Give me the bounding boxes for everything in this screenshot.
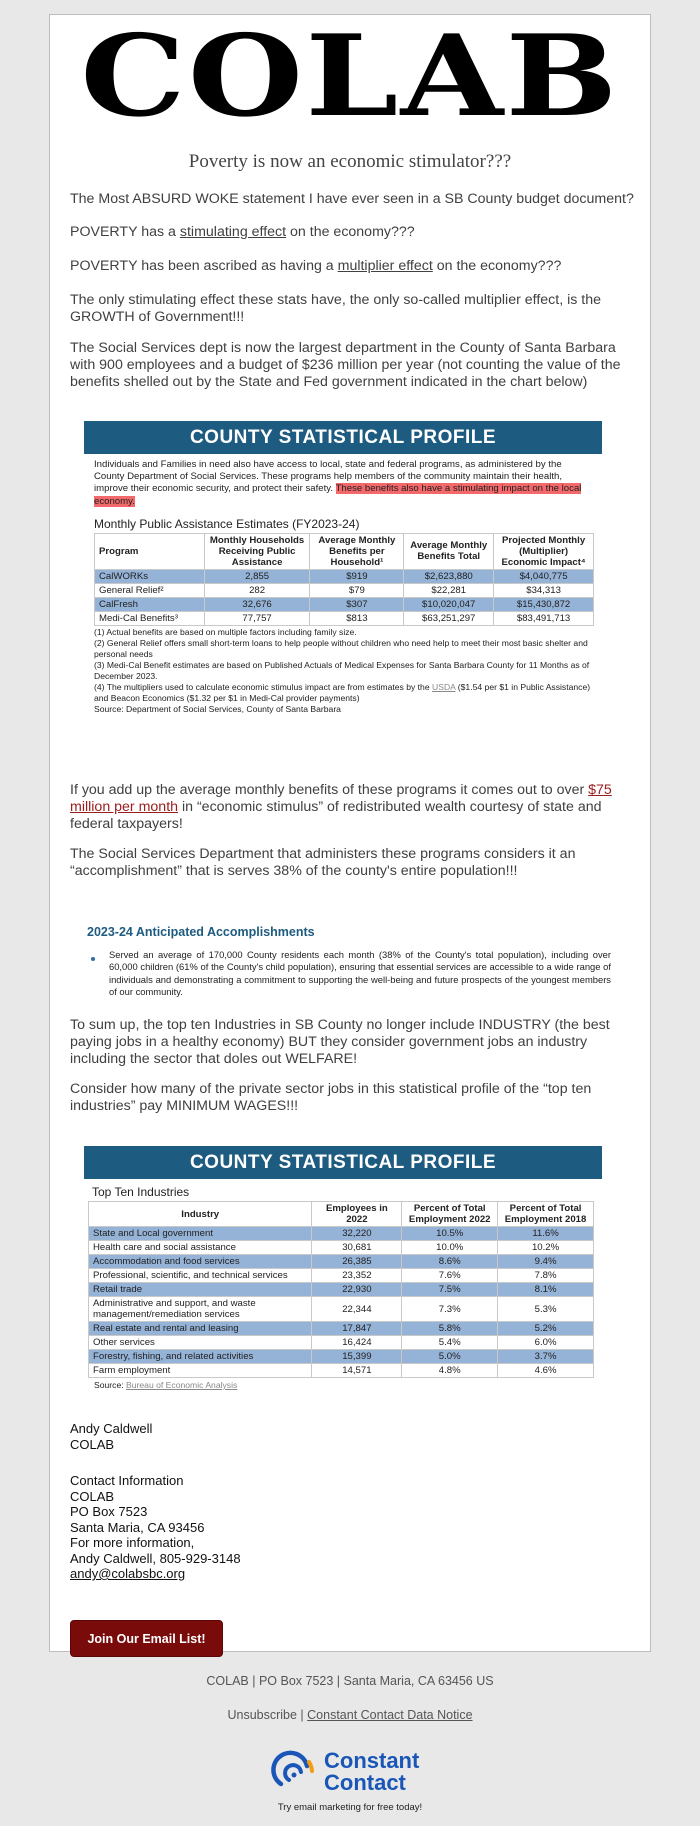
table-row <box>89 1336 594 1350</box>
cell: 5.2% <box>498 1322 594 1336</box>
cell: 3.7% <box>498 1350 594 1364</box>
industries-table-title: Top Ten Industries <box>92 1185 190 1199</box>
accomplishments-title: 2023-24 Anticipated Accomplishments <box>87 925 315 939</box>
industries-table <box>88 1201 594 1378</box>
constant-contact-wordmark[interactable] <box>324 1750 419 1794</box>
footnote: (3) Medi-Cal Benefit estimates are based on Published Actuals of Medical Expenses for Santa Barbara County for 11 Months as of December 2023. <box>94 659 590 681</box>
cell: CalWORKs <box>95 569 205 583</box>
col-header: Monthly Households Receiving Public Assistance <box>204 533 310 569</box>
bullet-icon <box>91 957 95 961</box>
bea-link[interactable]: Bureau of Economic Analysis <box>126 1380 238 1390</box>
contact-block <box>70 1473 241 1582</box>
col-header: Percent of Total Employment 2022 <box>402 1202 498 1227</box>
footnote: (2) General Relief offers small short-term loans to help people without children who need help to meet their most basic shelter and personal needs <box>94 637 588 659</box>
cell: 5.4% <box>402 1336 498 1350</box>
table-row <box>89 1227 594 1241</box>
cell: 10.5% <box>402 1227 498 1241</box>
cell: 26,385 <box>312 1255 402 1269</box>
cell: 15,399 <box>312 1350 402 1364</box>
cell: 22,930 <box>312 1283 402 1297</box>
colab-logo: COLAB <box>80 11 620 142</box>
contact-email-link[interactable]: andy@colabsbc.org <box>70 1566 186 1581</box>
cell: 8.6% <box>402 1255 498 1269</box>
paragraph-4: The only stimulating effect these stats have, the only so-called multiplier effect, is the GROWTH of Government!!! <box>70 292 601 325</box>
cell: 8.1% <box>498 1283 594 1297</box>
cell: Forestry, fishing, and related activities <box>89 1350 312 1364</box>
signature-name: Andy Caldwell <box>70 1421 153 1436</box>
col-header: Industry <box>89 1202 312 1227</box>
cell: 4.8% <box>402 1364 498 1378</box>
cell: $919 <box>310 569 404 583</box>
contact-org: COLAB <box>70 1488 115 1504</box>
cell: Other services <box>89 1336 312 1350</box>
tagline[interactable]: Try email marketing for free today! <box>277 1802 423 1813</box>
paragraph-5: The Social Services dept is now the largest department in the County of Santa Barbara with 900 employees and a budget of $236 million per year (not counting the value of the benefits shelled out by the State and Fed government indicated in the chart below) <box>70 340 621 390</box>
cell: 4.6% <box>498 1364 594 1378</box>
cell: 7.6% <box>402 1269 498 1283</box>
footer-links: Unsubscribe | Constant Contact Data Notice <box>227 1708 473 1722</box>
footnotes <box>94 627 592 715</box>
col-header: Projected Monthly (Multiplier) Economic Impact⁴ <box>494 533 594 569</box>
cell: Accommodation and food services <box>89 1255 312 1269</box>
assistance-table-title: Monthly Public Assistance Estimates (FY2023-24) <box>94 516 360 531</box>
cell: 7.8% <box>498 1269 594 1283</box>
cell: Administrative and support, and waste management/remediation services <box>89 1297 312 1322</box>
table-row <box>89 1283 594 1297</box>
cell: 5.8% <box>402 1322 498 1336</box>
profile-banner: COUNTY STATISTICAL PROFILE <box>84 421 602 454</box>
data-notice-link[interactable]: Constant Contact Data Notice <box>307 1708 473 1722</box>
table-row <box>89 1269 594 1283</box>
table-row <box>89 1350 594 1364</box>
brand-line-1: Constant <box>324 1748 420 1773</box>
paragraph-6: If you add up the average monthly benefits of these programs it comes out to over $75 million per month in “economic stimulus” of redistributed wealth courtesy of state and federal taxpayers! <box>70 782 612 832</box>
cell: Professional, scientific, and technical services <box>89 1269 312 1283</box>
county-profile-assistance <box>84 421 602 715</box>
profile-banner: COUNTY STATISTICAL PROFILE <box>84 1146 602 1179</box>
assistance-table <box>94 533 594 626</box>
cell: State and Local government <box>89 1227 312 1241</box>
contact-city: Santa Maria, CA 93456 <box>70 1519 205 1535</box>
cell: 17,847 <box>312 1322 402 1336</box>
cell: Farm employment <box>89 1364 312 1378</box>
cell: 5.3% <box>498 1297 594 1322</box>
contact-heading: Contact Information <box>70 1473 184 1488</box>
industries-body <box>89 1227 594 1378</box>
cell: 282 <box>204 583 310 597</box>
join-email-list-button[interactable]: Join Our Email List! <box>70 1620 223 1657</box>
table-row <box>89 1255 594 1269</box>
highlighted-text: These benefits also have a stimulating impact on the local economy. <box>94 483 582 507</box>
signature <box>70 1421 152 1452</box>
cell: $15,430,872 <box>494 597 594 611</box>
cell: 32,220 <box>312 1227 402 1241</box>
cell: 7.3% <box>402 1297 498 1322</box>
footer-address: COLAB | PO Box 7523 | Santa Maria, CA 63456 US <box>206 1674 494 1688</box>
headline: Poverty is now an economic stimulator??? <box>188 151 512 172</box>
county-profile-industries <box>84 1146 602 1391</box>
cell: Medi-Cal Benefits³ <box>95 611 205 625</box>
cell: 14,571 <box>312 1364 402 1378</box>
col-header: Program <box>95 533 205 569</box>
cell: Real estate and rental and leasing <box>89 1322 312 1336</box>
col-header: Average Monthly Benefits per Household¹ <box>310 533 404 569</box>
cell: $22,281 <box>404 583 494 597</box>
cell: $813 <box>310 611 404 625</box>
cell: 10.0% <box>402 1241 498 1255</box>
cell: CalFresh <box>95 597 205 611</box>
cell: $10,020,047 <box>404 597 494 611</box>
profile-intro: Individuals and Families in need also have access to local, state and federal programs, as administered by the County Department of Social Services. These programs help members of the community maintain their health, improve their economic security, and protect their safety. These benefits also have a stimulating impact on the local economy. <box>94 459 582 507</box>
accomplishment-item: Served an average of 170,000 County residents each month (38% of the County's total population), including over 60,000 children (61% of the County's child population), ensuring that essential services are accessible to a wide range of individuals and demonstrating a commitment to supporting the well-being and future prospects of the youngest members of our community. <box>109 949 611 998</box>
cell: General Relief² <box>95 583 205 597</box>
table-row <box>95 583 594 597</box>
paragraph-7: The Social Services Department that administers these programs considers it an “accomplishment” that is serves 38% of the county's entire population!!! <box>70 846 576 879</box>
cell: 30,681 <box>312 1241 402 1255</box>
paragraph-3: POVERTY has been ascribed as having a multiplier effect on the economy??? <box>70 258 562 274</box>
industries-source: Source: Bureau of Economic Analysis <box>94 1380 238 1390</box>
cell: $34,313 <box>494 583 594 597</box>
table-row <box>89 1297 594 1322</box>
cell: 5.0% <box>402 1350 498 1364</box>
cell: 16,424 <box>312 1336 402 1350</box>
usda-link[interactable]: USDA <box>432 681 456 692</box>
paragraph-2: POVERTY has a stimulating effect on the economy??? <box>70 224 415 240</box>
cell: 6.0% <box>498 1336 594 1350</box>
cell: 23,352 <box>312 1269 402 1283</box>
table-row <box>89 1364 594 1378</box>
table-row <box>95 611 594 625</box>
cell: Retail trade <box>89 1283 312 1297</box>
footnote: (1) Actual benefits are based on multiple factors including family size. <box>94 626 357 637</box>
cell: 32,676 <box>204 597 310 611</box>
contact-more: For more information, <box>70 1535 195 1550</box>
email-card <box>49 11 651 1652</box>
cell: 22,344 <box>312 1297 402 1322</box>
cell: 11.6% <box>498 1227 594 1241</box>
cell: 77,757 <box>204 611 310 625</box>
cell: $79 <box>310 583 404 597</box>
cell: $83,491,713 <box>494 611 594 625</box>
cell: $307 <box>310 597 404 611</box>
table-row <box>89 1241 594 1255</box>
cell: Health care and social assistance <box>89 1241 312 1255</box>
cell: $2,623,880 <box>404 569 494 583</box>
contact-person: Andy Caldwell, 805-929-3148 <box>70 1550 241 1566</box>
col-header: Average Monthly Benefits Total <box>404 533 494 569</box>
cell: 2,855 <box>204 569 310 583</box>
cell: 7.5% <box>402 1283 498 1297</box>
paragraph-9: Consider how many of the private sector jobs in this statistical profile of the “top ten industries” pay MINIMUM WAGES!!! <box>70 1081 592 1114</box>
signature-org: COLAB <box>70 1436 115 1452</box>
contact-box: PO Box 7523 <box>70 1504 148 1519</box>
cell: 9.4% <box>498 1255 594 1269</box>
paragraph-1: The Most ABSURD WOKE statement I have ever seen in a SB County budget document? <box>70 191 634 207</box>
brand-line-2: Contact <box>324 1770 406 1795</box>
cell: $4,040,775 <box>494 569 594 583</box>
cell: $63,251,297 <box>404 611 494 625</box>
col-header: Percent of Total Employment 2018 <box>498 1202 594 1227</box>
stimulus-link[interactable]: $75 million per month <box>70 782 612 815</box>
footnote-source: Source: Department of Social Services, County of Santa Barbara <box>94 703 341 714</box>
paragraph-8: To sum up, the top ten Industries in SB County no longer include INDUSTRY (the best paying jobs in a healthy economy) BUT they consider government jobs an industry including the sector that doles out WELFARE! <box>70 1017 610 1067</box>
cell: 10.2% <box>498 1241 594 1255</box>
table-row <box>89 1322 594 1336</box>
unsubscribe-link[interactable]: Unsubscribe <box>227 1708 297 1722</box>
col-header: Employees in 2022 <box>312 1202 402 1227</box>
table-row <box>95 569 594 583</box>
table-row <box>95 597 594 611</box>
footnote: (4) The multipliers used to calculate economic stimulus impact are from estimates by the USDA ($1.54 per $1 in Public Assistance) and Beacon Economics ($1.32 per $1 in Medi-Cal provider payments) <box>94 681 591 703</box>
